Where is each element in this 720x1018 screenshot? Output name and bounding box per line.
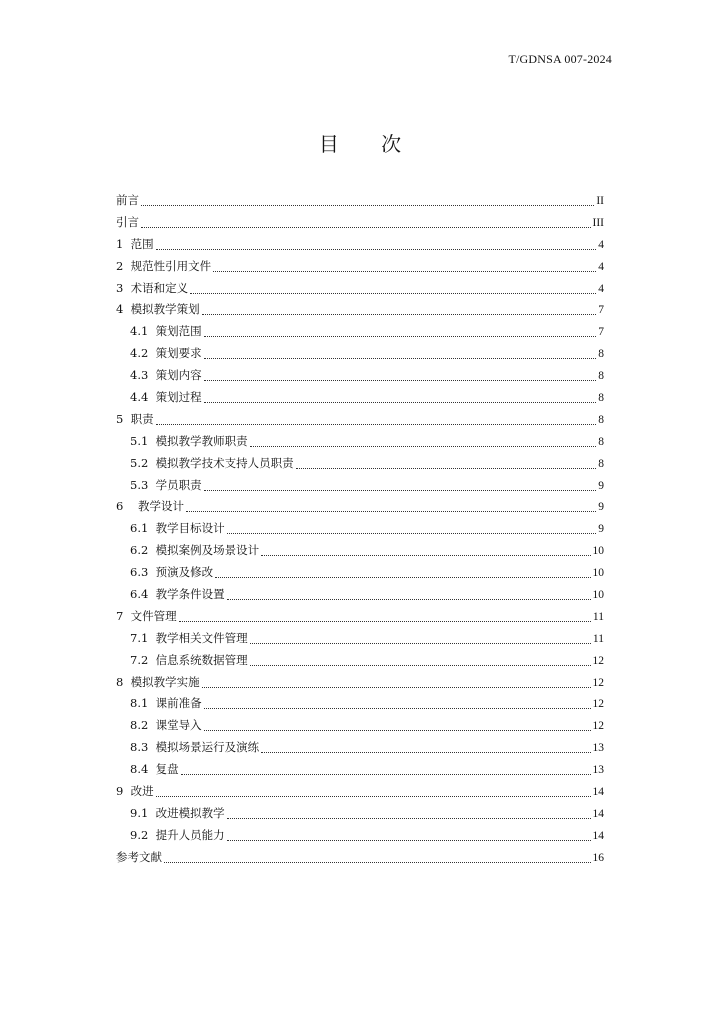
toc-entry-label: 9 改进 [116,784,154,799]
toc-leader-dots [202,686,591,688]
toc-entry[interactable] [116,496,604,518]
toc-entry-page: II [596,195,604,207]
toc-leader-dots [296,467,597,469]
toc-entry-label: 4.4 策划过程 [130,390,202,405]
toc-entry[interactable] [116,606,604,628]
toc-entry-label: 9.2 提升人员能力 [130,827,225,842]
toc-leader-dots [186,510,596,512]
toc-entry-label: 1 范围 [116,236,154,251]
toc-entry-page: 8 [598,392,604,405]
toc-leader-dots [204,729,591,731]
toc-entry-page: 4 [598,238,604,251]
toc-entry-label: 5.2 模拟教学技术支持人员职责 [130,455,294,470]
toc-entry[interactable] [116,540,604,562]
toc-leader-dots [204,357,597,359]
toc-entry[interactable] [116,431,604,453]
toc-leader-dots [204,401,597,403]
toc-entry-page: 4 [598,282,604,295]
toc-leader-dots [250,642,591,644]
toc-leader-dots [213,270,596,272]
toc-entry[interactable] [116,737,604,759]
toc-entry-page: 12 [592,720,604,733]
toc-entry-page: 10 [592,545,604,558]
toc-entry-label: 8.1 课前准备 [130,696,202,711]
toc-entry-label: 7.1 教学相关文件管理 [130,630,248,645]
table-of-contents [116,190,604,869]
toc-entry-page: 10 [592,567,604,580]
toc-entry[interactable] [116,825,604,847]
toc-entry[interactable] [116,803,604,825]
toc-entry[interactable] [116,256,604,278]
toc-entry-page: 9 [598,479,604,492]
toc-entry-label: 2 规范性引用文件 [116,258,212,273]
toc-leader-dots [156,423,597,425]
toc-entry-page: 8 [598,457,604,470]
toc-entry[interactable] [116,650,604,672]
toc-entry-page: 13 [592,742,604,755]
toc-entry[interactable] [116,584,604,606]
toc-leader-dots [179,620,591,622]
toc-leader-dots [227,598,591,600]
toc-entry-label: 6.1 教学目标设计 [130,521,225,536]
toc-entry-page: 8 [598,370,604,383]
toc-entry[interactable] [116,212,604,234]
toc-entry-page: 16 [592,851,604,864]
toc-entry-label: 4 模拟教学策划 [116,302,200,317]
toc-entry-label: 6 教学设计 [116,499,184,514]
toc-leader-dots [204,707,591,709]
toc-entry-page: 9 [598,501,604,514]
toc-entry-page: 13 [592,764,604,777]
toc-entry-label: 6.3 预演及修改 [130,565,214,580]
toc-leader-dots [250,445,597,447]
toc-entry-label: 引言 [116,214,139,229]
toc-entry[interactable] [116,781,604,803]
toc-entry-label: 7 文件管理 [116,608,177,623]
toc-entry[interactable] [116,190,604,212]
toc-entry-label: 3 术语和定义 [116,280,189,295]
toc-entry-label: 5.1 模拟教学教师职责 [130,433,248,448]
toc-leader-dots [141,226,591,228]
page-title: 目 次 [318,132,420,156]
toc-entry[interactable] [116,409,604,431]
toc-entry-page: 14 [592,829,604,842]
toc-entry-label: 6.4 教学条件设置 [130,587,225,602]
toc-entry[interactable] [116,475,604,497]
toc-entry-label: 参考文献 [116,849,162,864]
toc-entry[interactable] [116,343,604,365]
toc-entry[interactable] [116,518,604,540]
toc-entry-page: 12 [592,654,604,667]
toc-entry[interactable] [116,847,604,869]
toc-leader-dots [164,861,591,863]
toc-entry-label: 4.1 策划范围 [130,324,202,339]
toc-entry-label: 4.2 策划要求 [130,346,202,361]
toc-entry[interactable] [116,365,604,387]
toc-entry[interactable] [116,387,604,409]
toc-leader-dots [202,313,597,315]
toc-leader-dots [141,204,594,206]
document-code: T/GDNSA 007-2024 [508,52,612,66]
toc-entry-page: 14 [592,807,604,820]
toc-entry-label: 9.1 改进模拟教学 [130,805,225,820]
toc-leader-dots [204,379,597,381]
toc-leader-dots [156,248,597,250]
toc-entry-label: 6.2 模拟案例及场景设计 [130,543,260,558]
toc-entry-label: 8.4 复盘 [130,762,179,777]
toc-entry[interactable] [116,321,604,343]
toc-leader-dots [250,664,591,666]
toc-leader-dots [227,532,597,534]
toc-entry-page: 12 [592,676,604,689]
toc-entry-page: III [592,216,604,229]
toc-entry[interactable] [116,453,604,475]
toc-leader-dots [204,335,597,337]
toc-entry-page: 8 [598,348,604,361]
toc-entry-page: 8 [598,435,604,448]
toc-entry-label: 8 模拟教学实施 [116,674,200,689]
toc-entry[interactable] [116,715,604,737]
toc-entry[interactable] [116,628,604,650]
toc-entry-page: 9 [598,523,604,536]
toc-leader-dots [261,751,590,753]
toc-entry-label: 5.3 学员职责 [130,477,202,492]
toc-entry[interactable] [116,693,604,715]
toc-entry-label: 8.3 模拟场景运行及演练 [130,740,260,755]
toc-entry[interactable] [116,299,604,321]
toc-entry-page: 12 [592,698,604,711]
toc-leader-dots [227,839,591,841]
toc-entry-label: 前言 [116,193,139,207]
toc-entry-page: 10 [592,589,604,602]
toc-leader-dots [190,292,596,294]
toc-leader-dots [227,817,591,819]
toc-entry-page: 4 [598,260,604,273]
toc-entry-label: 8.2 课堂导入 [130,718,202,733]
toc-entry-label: 7.2 信息系统数据管理 [130,652,248,667]
toc-entry-page: 7 [598,326,604,339]
toc-entry[interactable] [116,278,604,300]
toc-leader-dots [261,554,590,556]
toc-leader-dots [215,576,590,578]
toc-leader-dots [156,795,591,797]
toc-entry-page: 11 [592,632,604,645]
toc-entry-page: 14 [592,786,604,799]
toc-entry[interactable] [116,562,604,584]
toc-leader-dots [204,489,597,491]
toc-leader-dots [181,773,591,775]
toc-entry-label: 4.3 策划内容 [130,368,202,383]
toc-entry-page: 11 [592,610,604,623]
toc-entry-page: 8 [598,413,604,426]
toc-entry[interactable] [116,672,604,694]
toc-entry[interactable] [116,759,604,781]
toc-entry-label: 5 职责 [116,411,154,426]
toc-entry-page: 7 [598,304,604,317]
toc-entry[interactable] [116,234,604,256]
